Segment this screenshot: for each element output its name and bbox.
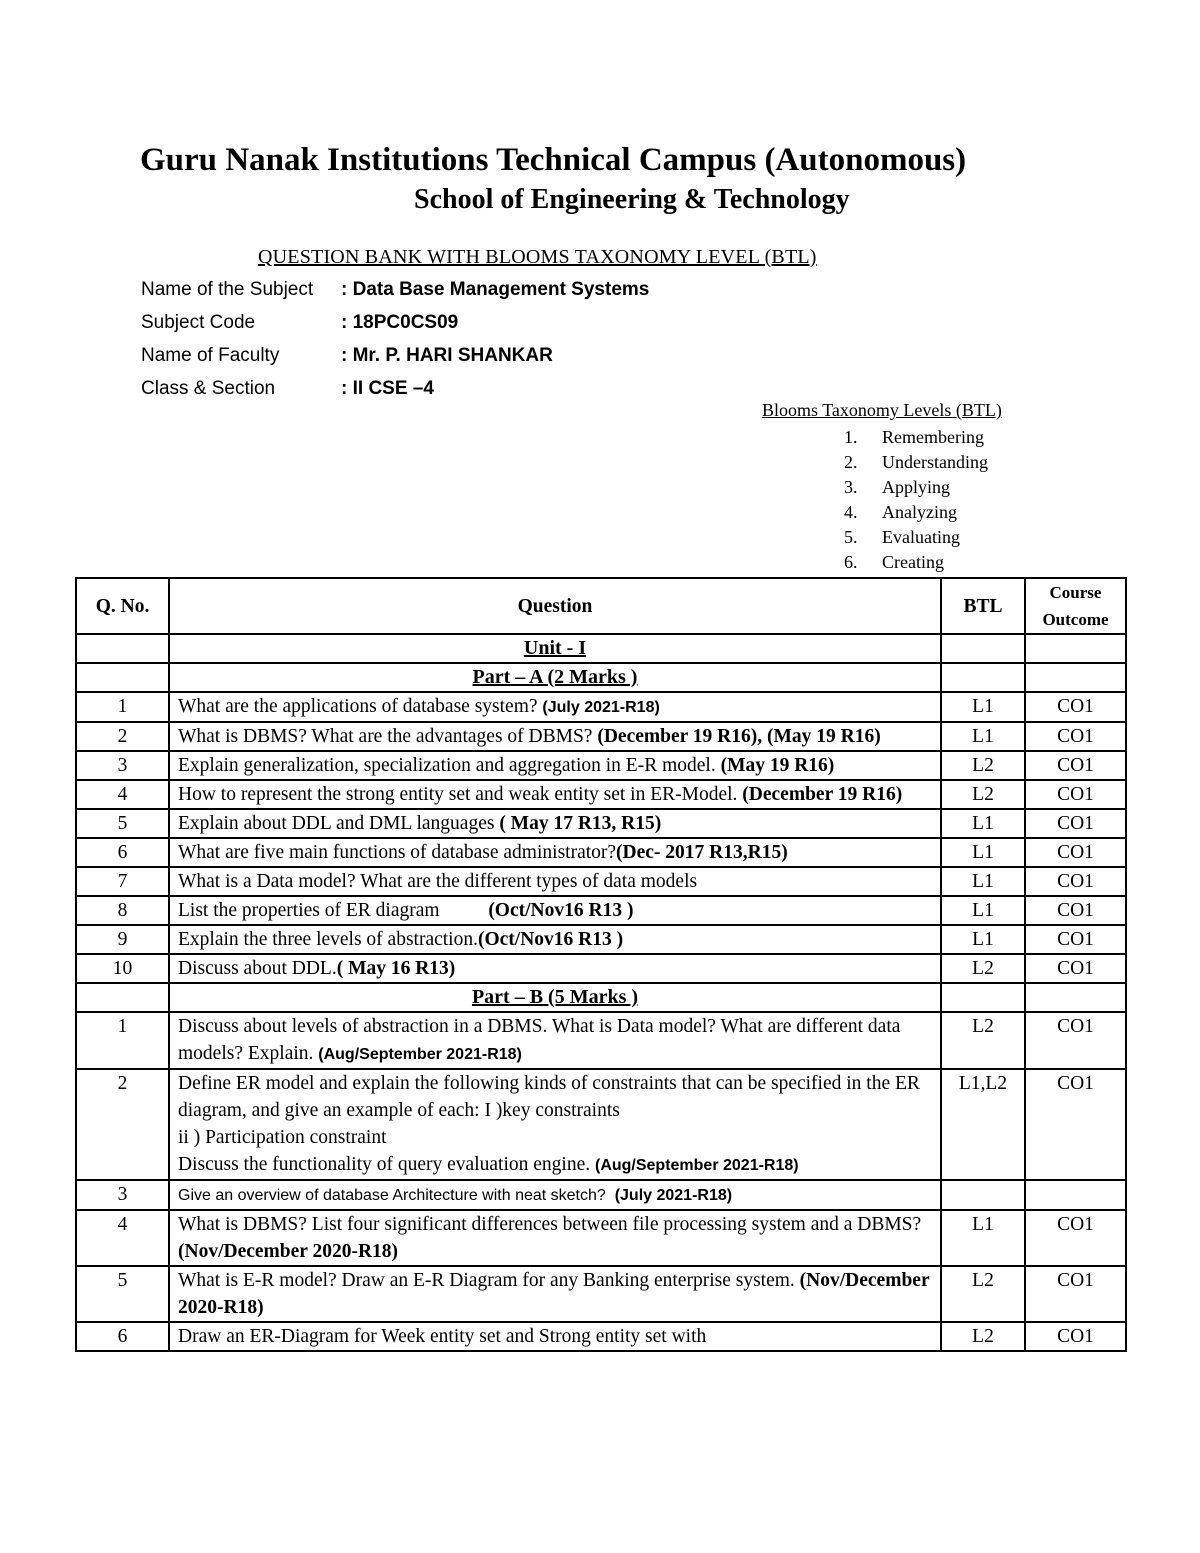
question-cell bbox=[169, 838, 941, 867]
question-cell bbox=[169, 1322, 941, 1351]
btl-cell: L2 bbox=[941, 1266, 1025, 1322]
co-cell bbox=[1025, 1180, 1126, 1210]
btl-legend bbox=[762, 400, 1002, 575]
meta-value: : 18PC0CS09 bbox=[341, 311, 459, 333]
btl-level-item bbox=[844, 475, 1002, 500]
subject-name-row bbox=[141, 273, 649, 306]
exam-tag: (Aug/September 2021-R18) bbox=[318, 1046, 522, 1063]
btl-cell: L2 bbox=[941, 780, 1025, 809]
co-cell: CO1 bbox=[1025, 867, 1126, 896]
subject-code-row bbox=[141, 306, 649, 339]
question-text: What are five main functions of database administrator? bbox=[178, 842, 617, 863]
q-number: 3 bbox=[76, 1180, 169, 1210]
exam-tag: (July 2021-R18) bbox=[542, 699, 660, 716]
question-cell bbox=[169, 1012, 941, 1069]
question-cell bbox=[169, 692, 941, 722]
document-title: QUESTION BANK WITH BLOOMS TAXONOMY LEVEL (BTL) bbox=[258, 246, 817, 268]
table-row bbox=[76, 838, 1126, 867]
question-text: What is DBMS? List four significant differences between file processing system and a DBMS? bbox=[178, 1214, 922, 1235]
btl-level-number: 1. bbox=[844, 427, 858, 447]
header-question: Question bbox=[169, 578, 941, 634]
question-text: What is a Data model? What are the different types of data models bbox=[178, 871, 698, 892]
table-row bbox=[76, 722, 1126, 751]
question-cell bbox=[169, 1210, 941, 1266]
empty-cell bbox=[76, 634, 169, 663]
question-text: List the properties of ER diagram bbox=[178, 900, 489, 921]
exam-tag: ( May 16 R13) bbox=[336, 958, 456, 979]
class-section-row bbox=[141, 372, 649, 405]
question-cell bbox=[169, 925, 941, 954]
question-cell bbox=[169, 954, 941, 983]
btl-level-name: Creating bbox=[882, 552, 944, 572]
table-row bbox=[76, 896, 1126, 925]
question-text: Explain about DDL and DML languages bbox=[178, 813, 500, 834]
part-b-heading: Part – B (5 Marks ) bbox=[169, 983, 941, 1012]
question-cell bbox=[169, 867, 941, 896]
meta-value: : Mr. P. HARI SHANKAR bbox=[341, 344, 553, 366]
q-number: 3 bbox=[76, 751, 169, 780]
empty-cell bbox=[941, 983, 1025, 1012]
btl-level-name: Understanding bbox=[882, 452, 988, 472]
q-number: 8 bbox=[76, 896, 169, 925]
table-row bbox=[76, 692, 1126, 722]
question-text: Discuss the functionality of query evaluation engine. bbox=[178, 1154, 595, 1175]
question-cell bbox=[169, 809, 941, 838]
question-bank-table bbox=[75, 577, 1127, 1352]
btl-cell: L1 bbox=[941, 809, 1025, 838]
question-cell bbox=[169, 1266, 941, 1322]
co-cell: CO1 bbox=[1025, 1210, 1126, 1266]
btl-cell: L1 bbox=[941, 896, 1025, 925]
question-cell bbox=[169, 751, 941, 780]
btl-level-item bbox=[844, 550, 1002, 575]
btl-level-list bbox=[762, 425, 1002, 575]
btl-level-name: Applying bbox=[882, 477, 951, 497]
q-number: 2 bbox=[76, 722, 169, 751]
question-cell bbox=[169, 722, 941, 751]
table-row bbox=[76, 1069, 1126, 1180]
part-b-row bbox=[76, 983, 1126, 1012]
empty-cell bbox=[1025, 634, 1126, 663]
question-text: Explain generalization, specialization and aggregation in E-R model. bbox=[178, 755, 721, 776]
meta-label: Class & Section bbox=[141, 377, 276, 399]
question-text: Explain the three levels of abstraction. bbox=[178, 929, 478, 950]
table-row bbox=[76, 1180, 1126, 1210]
btl-level-name: Evaluating bbox=[882, 527, 960, 547]
exam-tag: (Nov/December 2020-R18) bbox=[178, 1241, 399, 1262]
btl-level-name: Remembering bbox=[882, 427, 984, 447]
institution-title: Guru Nanak Institutions Technical Campus (Autonomous) bbox=[140, 142, 967, 178]
btl-cell: L1 bbox=[941, 867, 1025, 896]
table-row bbox=[76, 954, 1126, 983]
btl-cell: L1 bbox=[941, 692, 1025, 722]
co-cell: CO1 bbox=[1025, 751, 1126, 780]
btl-cell: L2 bbox=[941, 1012, 1025, 1069]
exam-tag: (Dec- 2017 R13,R15) bbox=[616, 842, 788, 863]
co-cell: CO1 bbox=[1025, 1266, 1126, 1322]
question-cell bbox=[169, 780, 941, 809]
meta-label: Name of the Subject bbox=[141, 278, 314, 300]
btl-level-item bbox=[844, 525, 1002, 550]
btl-cell: L2 bbox=[941, 751, 1025, 780]
exam-tag: (July 2021-R18) bbox=[614, 1187, 733, 1204]
btl-cell: L1 bbox=[941, 1210, 1025, 1266]
empty-cell bbox=[76, 983, 169, 1012]
co-cell: CO1 bbox=[1025, 1012, 1126, 1069]
exam-tag: (May 19 R16) bbox=[720, 755, 835, 776]
question-cell bbox=[169, 1069, 941, 1180]
btl-cell: L2 bbox=[941, 954, 1025, 983]
co-cell: CO1 bbox=[1025, 1069, 1126, 1180]
exam-tag: ( May 17 R13, R15) bbox=[499, 813, 662, 834]
table-row bbox=[76, 1266, 1126, 1322]
question-cell bbox=[169, 1180, 941, 1210]
part-a-heading: Part – A (2 Marks ) bbox=[169, 663, 941, 692]
btl-level-item bbox=[844, 450, 1002, 475]
question-text: Discuss about DDL. bbox=[178, 958, 337, 979]
co-cell: CO1 bbox=[1025, 925, 1126, 954]
meta-label: Subject Code bbox=[141, 311, 256, 333]
q-number: 5 bbox=[76, 1266, 169, 1322]
exam-tag: (December 19 R16) bbox=[742, 784, 903, 805]
q-number: 7 bbox=[76, 867, 169, 896]
btl-level-number: 6. bbox=[844, 552, 858, 572]
question-cell bbox=[169, 896, 941, 925]
table-row bbox=[76, 867, 1126, 896]
exam-tag: (Oct/Nov16 R13 ) bbox=[477, 929, 624, 950]
q-number: 5 bbox=[76, 809, 169, 838]
q-number: 10 bbox=[76, 954, 169, 983]
header-btl: BTL bbox=[941, 578, 1025, 634]
q-number: 6 bbox=[76, 838, 169, 867]
header-co-line2: Outcome bbox=[1042, 610, 1109, 629]
btl-cell: L2 bbox=[941, 1322, 1025, 1351]
q-number: 2 bbox=[76, 1069, 169, 1180]
btl-cell: L1 bbox=[941, 838, 1025, 867]
question-text: ii ) Participation constraint bbox=[178, 1127, 387, 1148]
co-cell: CO1 bbox=[1025, 722, 1126, 751]
q-number: 9 bbox=[76, 925, 169, 954]
btl-cell bbox=[941, 1180, 1025, 1210]
header-course-outcome bbox=[1025, 578, 1126, 634]
co-cell: CO1 bbox=[1025, 838, 1126, 867]
table-row bbox=[76, 1322, 1126, 1351]
q-number: 1 bbox=[76, 1012, 169, 1069]
btl-level-number: 3. bbox=[844, 477, 858, 497]
empty-cell bbox=[941, 634, 1025, 663]
table-row bbox=[76, 780, 1126, 809]
co-cell: CO1 bbox=[1025, 896, 1126, 925]
exam-tag: (December 19 R16), (May 19 R16) bbox=[597, 726, 881, 747]
table-header-row bbox=[76, 578, 1126, 634]
unit-heading: Unit - I bbox=[169, 634, 941, 663]
btl-level-item bbox=[844, 500, 1002, 525]
faculty-row bbox=[141, 339, 649, 372]
header-co-line1: Course bbox=[1049, 583, 1102, 602]
question-text: What is E-R model? Draw an E-R Diagram for any Banking enterprise system. bbox=[178, 1270, 800, 1291]
btl-cell: L1,L2 bbox=[941, 1069, 1025, 1180]
table-row bbox=[76, 751, 1126, 780]
empty-cell bbox=[1025, 983, 1126, 1012]
table-row bbox=[76, 1012, 1126, 1069]
meta-value: : II CSE –4 bbox=[341, 377, 434, 399]
q-number: 4 bbox=[76, 1210, 169, 1266]
question-text: Define ER model and explain the following kinds of constraints that can be specified in the ER diagram, and give an example of each: I )key constraints bbox=[178, 1073, 920, 1121]
btl-level-number: 2. bbox=[844, 452, 858, 472]
co-cell: CO1 bbox=[1025, 692, 1126, 722]
btl-level-number: 5. bbox=[844, 527, 858, 547]
btl-level-name: Analyzing bbox=[882, 502, 957, 522]
co-cell: CO1 bbox=[1025, 1322, 1126, 1351]
q-number: 6 bbox=[76, 1322, 169, 1351]
question-text: Discuss about levels of abstraction in a DBMS. What is Data model? What are different data models? Explain. bbox=[178, 1016, 901, 1064]
empty-cell bbox=[941, 663, 1025, 692]
meta-value: : Data Base Management Systems bbox=[341, 278, 650, 300]
table-row bbox=[76, 925, 1126, 954]
q-number: 1 bbox=[76, 692, 169, 722]
btl-level-number: 4. bbox=[844, 502, 858, 522]
exam-tag: (Oct/Nov16 R13 ) bbox=[488, 900, 634, 921]
part-a-row bbox=[76, 663, 1126, 692]
unit-row bbox=[76, 634, 1126, 663]
question-text: How to represent the strong entity set and weak entity set in ER-Model. bbox=[178, 784, 743, 805]
question-text: Draw an ER-Diagram for Week entity set and Strong entity set with bbox=[178, 1326, 707, 1347]
co-cell: CO1 bbox=[1025, 809, 1126, 838]
empty-cell bbox=[1025, 663, 1126, 692]
q-number: 4 bbox=[76, 780, 169, 809]
btl-cell: L1 bbox=[941, 722, 1025, 751]
question-text: Give an overview of database Architecture with neat sketch? bbox=[178, 1187, 615, 1204]
empty-cell bbox=[76, 663, 169, 692]
co-cell: CO1 bbox=[1025, 954, 1126, 983]
btl-level-item bbox=[844, 425, 1002, 450]
co-cell: CO1 bbox=[1025, 780, 1126, 809]
meta-label: Name of Faculty bbox=[141, 344, 280, 366]
table-row bbox=[76, 809, 1126, 838]
btl-cell: L1 bbox=[941, 925, 1025, 954]
question-text: What are the applications of database system? bbox=[178, 696, 543, 717]
question-text: What is DBMS? What are the advantages of DBMS? bbox=[178, 726, 598, 747]
header-qno: Q. No. bbox=[76, 578, 169, 634]
btl-legend-title: Blooms Taxonomy Levels (BTL) bbox=[762, 400, 1002, 420]
table-row bbox=[76, 1210, 1126, 1266]
exam-tag: (Aug/September 2021-R18) bbox=[594, 1157, 799, 1174]
subject-details bbox=[141, 273, 649, 405]
school-title: School of Engineering & Technology bbox=[414, 184, 850, 215]
exam-tag: (Nov/December 2020-R18) bbox=[178, 1270, 930, 1318]
